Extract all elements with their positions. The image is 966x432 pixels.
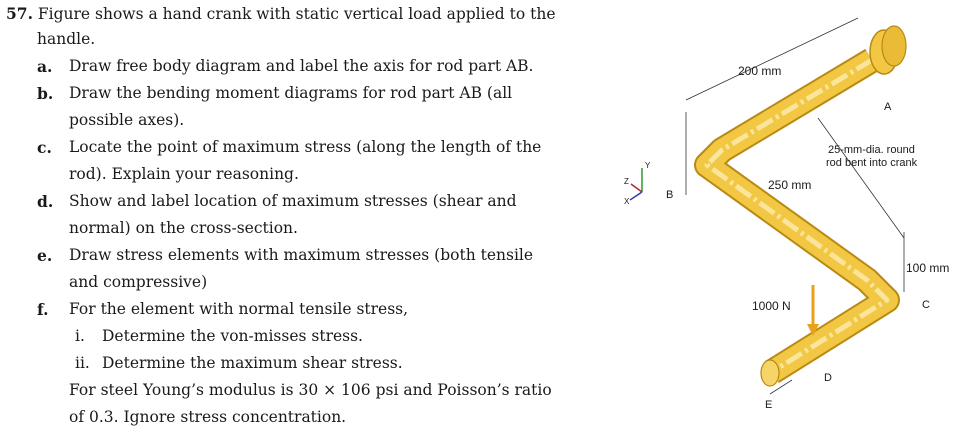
subpart-label: ii.: [75, 354, 90, 372]
load-arrow: [807, 285, 819, 336]
x-axis-line: [630, 192, 642, 200]
subpart-text: Determine the maximum shear stress.: [102, 354, 403, 372]
point-a-label: A: [884, 101, 892, 113]
handle-e-cap: [761, 360, 779, 386]
material-note-line2: of 0.3. Ignore stress concentration.: [69, 408, 347, 426]
dim-100-label: 100 mm: [906, 261, 950, 275]
point-b-label: B: [666, 189, 674, 201]
part-text: and compressive): [69, 273, 208, 291]
dim-250-line: [818, 118, 904, 238]
part-label: e.: [37, 246, 53, 265]
crank-rod: [707, 26, 906, 386]
part-label: a.: [37, 57, 53, 76]
part-text: Draw the bending moment diagrams for rod part AB (all: [69, 84, 513, 102]
part-label: b.: [37, 84, 54, 103]
point-d-label: D: [824, 372, 832, 384]
support-a-flange: [882, 26, 906, 66]
part-label: f.: [37, 300, 49, 319]
part-text: rod). Explain your reasoning.: [69, 165, 299, 183]
hand-crank-figure: [622, 0, 966, 432]
axis-triad: [624, 161, 651, 206]
axis-y-label: Y: [645, 161, 651, 170]
point-c-label: C: [922, 299, 930, 311]
rod-note-line1: 25-mm-dia. round: [828, 144, 915, 156]
point-e-label: E: [765, 399, 773, 411]
part-text: Show and label location of maximum stresses (shear and: [69, 192, 517, 210]
part-label: d.: [37, 192, 54, 211]
dim-200-label: 200 mm: [738, 64, 782, 78]
part-text: Locate the point of maximum stress (along the length of the: [69, 138, 542, 156]
material-note-line1: For steel Young’s modulus is 30 × 106 psi and Poisson’s ratio: [69, 381, 552, 399]
z-axis-line: [631, 184, 642, 192]
part-label: c.: [37, 138, 52, 157]
question-stem: Figure shows a hand crank with static vertical load applied to the: [37, 5, 556, 23]
part-text: For the element with normal tensile stress,: [69, 300, 409, 318]
axis-x-label: X: [624, 197, 630, 206]
part-text: normal) on the cross-section.: [69, 219, 298, 237]
part-text: possible axes).: [69, 111, 185, 129]
question-number: 57.: [6, 4, 33, 23]
question-stem-line1: [6, 4, 556, 23]
subpart-label: i.: [75, 327, 85, 345]
rod-note-line2: rod bent into crank: [826, 157, 918, 169]
question-stem-line2: handle.: [37, 30, 96, 48]
subpart-text: Determine the von-misses stress.: [102, 327, 363, 345]
part-text: Draw free body diagram and label the axis for rod part AB.: [69, 57, 534, 75]
axis-z-label: Z: [624, 177, 629, 186]
load-label: 1000 N: [752, 299, 791, 313]
dim-250-label: 250 mm: [768, 178, 812, 192]
part-text: Draw stress elements with maximum stresses (both tensile: [69, 246, 534, 264]
